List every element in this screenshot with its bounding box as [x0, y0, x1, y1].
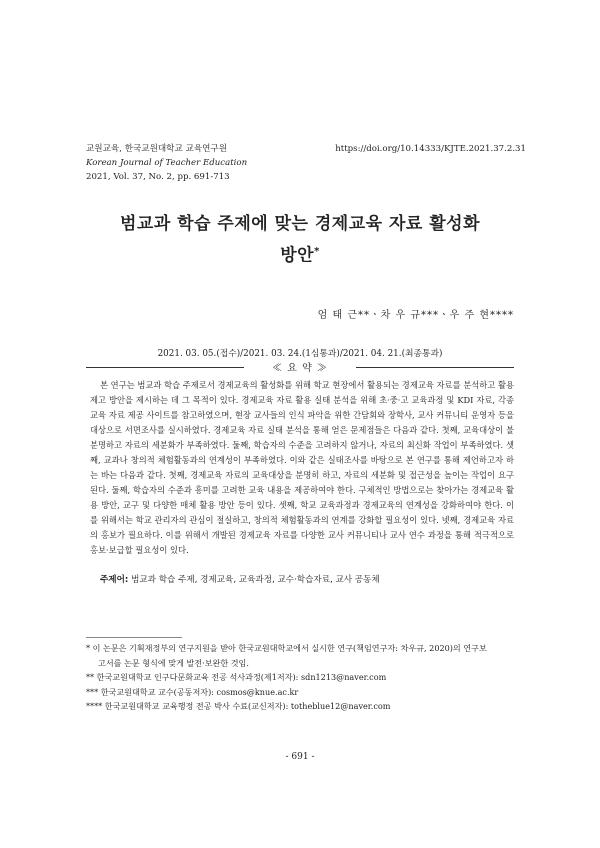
- abstract-body: 본 연구는 범교과 학습 주제로서 경제교육의 활성화를 위해 학교 현장에서 활용되는 경제교육 자료를 분석하고 활용 제고 방안을 제시하는 데 그 목적이 있다. 경제교육 자료 활용 실태 분석을 위해 초·중·고 교육과정 및 KDI 자료, 각종 교육 자료 제공 사이트를 참고하였으며, 현장 교사들의 인식 파악을 위한 간담회와 장학사, 교사 커뮤니티 운영자 등을 대상으로 서면조사를 실시하였다. 경제교육 자료 실태 분석을 통해 얻은 문제점들은 다음과 같다. 첫째, 교육대상이 불분명하고 자료의 세분화가 부족하였다. 둘째, 학습자의 수준을 고려하지 않거나, 자료의 최신화 작업이 부족하였다. 셋째, 교과나 창의적 체험활동과의 연계성이 부족하였다. 이와 같은 실태조사를 바탕으로 본 연구를 통해 제언하고자 하는 바는 다음과 같다. 첫째, 경제교육 자료의 교육대상을 분명히 하고, 자료의 세분화 및 접근성을 높이는 작업이 요구된다. 둘째, 학습자의 수준과 흥미를 고려한 교육 내용을 제공하여야 한다. 구체적인 방법으로는 찾아가는 경제교육 활용 방안, 교구 및 다양한 매체 활용 방안 등이 있다. 셋째, 학교 교육과정과 경제교육의 연계성을 강화하여야 한다. 이를 위해서는 학교 관리자의 관심이 절실하고, 창의적 체험활동과의 연계를 강화할 필요성이 있다. 넷째, 경제교육 자료의 홍보가 필요하다. 이를 위해서 개발된 경제교육 자료를 다양한 교사 커뮤니티나 교사 연수 과정을 통해 적극적으로 홍보·보급할 필요성이 있다.: [90, 380, 514, 555]
- footnote-item: [86, 670, 518, 685]
- keywords: [100, 573, 380, 585]
- volume-info: 2021, Vol. 37, No. 2, pp. 691-713: [86, 172, 230, 182]
- footnote-symbol: **: [86, 672, 95, 682]
- title-footnote-mark: *: [314, 246, 320, 257]
- abstract-heading: [86, 360, 514, 374]
- footnote-symbol: *: [86, 643, 91, 653]
- footnote-divider: [86, 637, 182, 638]
- footnote-continuation: 고서를 논문 형식에 맞게 발전·보완한 것임.: [98, 657, 249, 668]
- journal-header: [86, 142, 526, 184]
- keywords-label: 주제어:: [100, 575, 129, 585]
- abstract-label: ≪ 요 약 ≫: [272, 363, 328, 374]
- footnote-symbol: ***: [86, 686, 99, 697]
- footnote-symbol: ****: [86, 701, 103, 711]
- author-list: 엄 태 근**ㆍ차 우 규***ㆍ우 주 현****: [317, 310, 514, 321]
- doi-link[interactable]: https://doi.org/10.14333/KJTE.2021.37.2.31: [335, 144, 526, 154]
- footnote-text: 이 논문은 기획재정부의 연구지원을 받아 한국교원대학교에서 실시한 연구(책임연구자: 차우규, 2020)의 연구보: [92, 643, 487, 653]
- title-line-2-text: 방안: [280, 245, 315, 266]
- footnote-text: 한국교원대학교 인구다문화교육 전공 석사과정(제1저자): sdn1213@naver.com: [96, 672, 387, 682]
- footnote-text: 한국교원대학교 교육행정 전공 박사 수료(교신저자): totheblue12@naver.com: [104, 701, 391, 711]
- submission-dates: 2021. 03. 05.(접수)/2021. 03. 24.(1심통과)/2021. 04. 21.(최종통과): [157, 349, 443, 359]
- paper-title: [60, 210, 540, 270]
- footnote-item: [86, 641, 518, 670]
- page-number: - 691 -: [285, 752, 315, 762]
- footnote-list: [86, 641, 518, 714]
- footnote-item: [86, 685, 518, 700]
- abstract-rule-right: [356, 367, 514, 368]
- journal-name-en: Korean Journal of Teacher Education: [86, 158, 248, 168]
- footnote-text: 한국교원대학교 교수(공동저자): cosmos@knue.ac.kr: [100, 686, 299, 697]
- title-line-1: 범교과 학습 주제에 맞는 경제교육 자료 활성화: [119, 214, 481, 234]
- publisher: 교원교육, 한국교원대학교 교육연구원: [86, 144, 228, 154]
- keywords-text: 범교과 학습 주제, 경제교육, 교육과정, 교수·학습자료, 교사 공동체: [131, 575, 380, 585]
- footnote-item: [86, 699, 518, 714]
- title-line-2: [60, 238, 540, 270]
